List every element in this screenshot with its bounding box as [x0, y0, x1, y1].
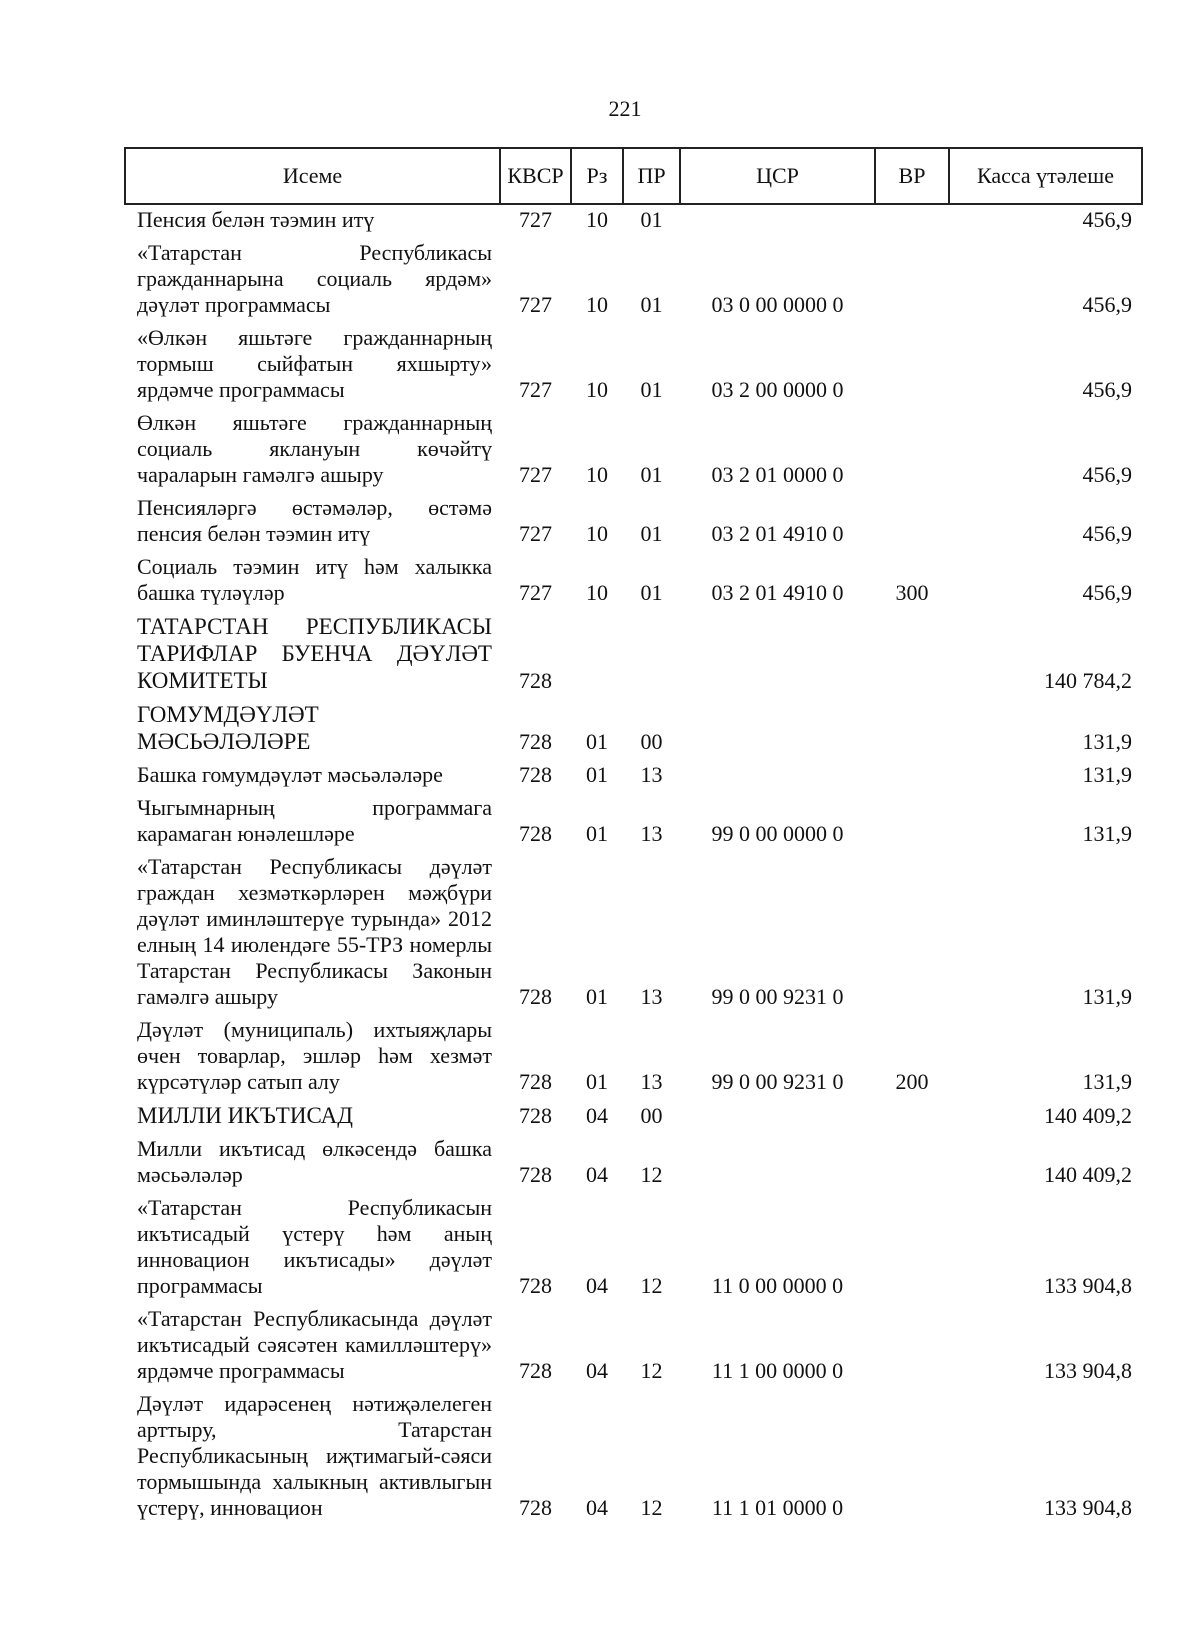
row-pr: 00: [640, 729, 663, 754]
row-csr: [680, 204, 875, 236]
row-name: «Татарстан Республикасында дәүләт икътисадый сәясәтен камилләштерү» ярдәмче программасы: [137, 1306, 492, 1383]
row-kvsr: 728: [519, 1103, 552, 1128]
row-csr: 03 2 00 0000 0: [711, 377, 844, 402]
row-kassa: 131,9: [1082, 1069, 1132, 1094]
row-name: «Татарстан Республикасы гражданнарына социаль ярдәм» дәүләт программасы: [137, 240, 492, 317]
row-pr: 01: [640, 521, 663, 546]
row-csr: 03 2 01 0000 0: [711, 462, 844, 487]
row-name: «Татарстан Республикасы дәүләт граждан хезмәткәрләрен мәҗбүри дәүләт иминләштерүе турында» 2012 елның 14 июлендәге 55-ТРЗ номерлы Татарстан Республикасы Законын гамәлгә ашыру: [137, 854, 492, 1009]
row-pr: 13: [640, 1069, 663, 1094]
table-row: [125, 850, 1142, 1013]
row-vr: [875, 758, 949, 791]
row-kvsr: 727: [519, 292, 552, 317]
row-kvsr: 728: [519, 1273, 552, 1298]
table-row: [125, 204, 1142, 236]
row-csr: 99 0 00 9231 0: [711, 984, 844, 1009]
row-kassa: 131,9: [1082, 762, 1132, 787]
table-row: [125, 491, 1142, 550]
row-rz: 01: [586, 762, 608, 787]
column-header-name: Исеме: [125, 148, 500, 204]
table-row: [125, 1191, 1142, 1302]
row-rz: 10: [586, 521, 608, 546]
row-csr: 03 2 01 4910 0: [711, 521, 844, 546]
row-rz: 01: [586, 1069, 608, 1094]
row-csr: 03 2 01 4910 0: [711, 580, 844, 605]
column-header-pr: ПР: [623, 148, 680, 204]
row-kvsr: 728: [519, 668, 552, 693]
row-name: Өлкән яшьтәге гражданнарның социаль яклануын көчәйтү чараларын гамәлгә ашыру: [137, 410, 492, 487]
row-rz: 10: [586, 580, 608, 605]
row-pr: 01: [640, 580, 663, 605]
table-row: [125, 236, 1142, 321]
row-kassa: 131,9: [1082, 984, 1132, 1009]
row-kvsr: 727: [519, 580, 552, 605]
row-vr: [875, 850, 949, 1013]
row-vr: [875, 406, 949, 491]
row-vr: [875, 204, 949, 236]
row-rz: 01: [586, 821, 608, 846]
row-csr: 99 0 00 9231 0: [711, 1069, 844, 1094]
row-kassa: 131,9: [1082, 821, 1132, 846]
table-row: [125, 1132, 1142, 1191]
row-csr: 03 0 00 0000 0: [711, 292, 844, 317]
row-vr: [875, 1387, 949, 1524]
row-pr: 12: [640, 1358, 663, 1383]
row-pr: 13: [640, 762, 663, 787]
row-kvsr: 727: [519, 207, 552, 232]
row-name: «Өлкән яшьтәге гражданнарның тормыш сыйфатын яхшырту» ярдәмче программасы: [137, 325, 492, 402]
row-vr: [875, 1302, 949, 1387]
row-vr: 200: [895, 1069, 929, 1094]
row-vr: [875, 1191, 949, 1302]
row-csr: 99 0 00 0000 0: [711, 821, 844, 846]
row-kassa: 133 904,8: [1044, 1273, 1132, 1298]
row-csr: [680, 697, 875, 758]
row-kvsr: 728: [519, 821, 552, 846]
row-kvsr: 728: [519, 1069, 552, 1094]
column-header-kassa: Касса үтәлеше: [949, 148, 1142, 204]
row-rz: 10: [586, 292, 608, 317]
row-rz: [571, 609, 623, 697]
row-name: Чыгымнарның программага карамаган юнәлешләре: [137, 795, 492, 846]
row-kvsr: 728: [519, 1495, 552, 1520]
row-pr: 01: [640, 207, 663, 232]
row-pr: [623, 609, 680, 697]
row-name: ТАТАРСТАН РЕСПУБЛИКАСЫ ТАРИФЛАР БУЕНЧА ДӘҮЛӘТ КОМИТЕТЫ: [137, 614, 492, 693]
row-kassa: 140 784,2: [1044, 668, 1132, 693]
row-kvsr: 727: [519, 521, 552, 546]
row-kvsr: 727: [519, 377, 552, 402]
table-row: [125, 1387, 1142, 1524]
row-name: Дәүләт идарәсенең нәтиҗәлелеген арттыру, Татарстан Республикасының иҗтимагый-сәяси тормышында халыкның активлыгын үстерү, инновацион: [137, 1391, 492, 1520]
table-row: [125, 1302, 1142, 1387]
row-kvsr: 728: [519, 1162, 552, 1187]
row-rz: 04: [586, 1273, 608, 1298]
row-vr: [875, 236, 949, 321]
row-pr: 13: [640, 821, 663, 846]
row-pr: 01: [640, 377, 663, 402]
row-pr: 01: [640, 462, 663, 487]
row-csr: [680, 1098, 875, 1132]
table-row: [125, 697, 1142, 758]
budget-execution-table: [124, 147, 1143, 1524]
row-vr: [875, 491, 949, 550]
row-kassa: 140 409,2: [1044, 1162, 1132, 1187]
row-kassa: 133 904,8: [1044, 1495, 1132, 1520]
row-name: Дәүләт (муниципаль) ихтыяҗлары өчен товарлар, эшләр һәм хезмәт күрсәтүләр сатып алу: [137, 1017, 492, 1094]
table-row: [125, 609, 1142, 697]
row-rz: 04: [586, 1358, 608, 1383]
row-vr: 300: [895, 580, 929, 605]
row-kvsr: 728: [519, 762, 552, 787]
row-rz: 10: [586, 207, 608, 232]
row-pr: 00: [640, 1103, 663, 1128]
table-row: [125, 550, 1142, 609]
row-name: «Татарстан Республикасын икътисадый үстерү һәм аның инновацион икътисады» дәүләт программасы: [137, 1195, 492, 1298]
row-vr: [875, 791, 949, 850]
row-name: Башка гомумдәүләт мәсьәләләре: [137, 762, 443, 787]
row-kassa: 456,9: [1082, 462, 1132, 487]
table-row: [125, 1098, 1142, 1132]
row-kassa: 456,9: [1082, 377, 1132, 402]
row-kassa: 456,9: [1082, 292, 1132, 317]
row-name: Пенсияләргә өстәмәләр, өстәмә пенсия белән тәэмин итү: [137, 495, 492, 546]
column-header-csr: ЦСР: [680, 148, 875, 204]
row-csr: 11 1 01 0000 0: [711, 1495, 844, 1520]
row-vr: [875, 609, 949, 697]
row-csr: [680, 609, 875, 697]
column-header-rz: Рз: [571, 148, 623, 204]
table-row: [125, 791, 1142, 850]
row-name: Социаль тәэмин итү һәм халыкка башка түләүләр: [137, 554, 492, 605]
column-header-vr: ВР: [875, 148, 949, 204]
row-vr: [875, 1132, 949, 1191]
row-name: Милли икътисад өлкәсендә башка мәсьәләләр: [137, 1136, 492, 1187]
row-kvsr: 728: [519, 1358, 552, 1383]
row-csr: [680, 1132, 875, 1191]
row-vr: [875, 697, 949, 758]
row-pr: 12: [640, 1162, 663, 1187]
row-kassa: 456,9: [1082, 521, 1132, 546]
row-vr: [875, 321, 949, 406]
row-name: МИЛЛИ ИКЪТИСАД: [137, 1103, 353, 1128]
row-kassa: 133 904,8: [1044, 1358, 1132, 1383]
row-rz: 01: [586, 984, 608, 1009]
row-kvsr: 727: [519, 462, 552, 487]
row-name: Пенсия белән тәэмин итү: [137, 207, 375, 232]
row-kassa: 456,9: [1082, 207, 1132, 232]
row-rz: 10: [586, 377, 608, 402]
row-pr: 12: [640, 1495, 663, 1520]
table-row: [125, 758, 1142, 791]
row-kassa: 140 409,2: [1044, 1103, 1132, 1128]
row-csr: [680, 758, 875, 791]
column-header-kvsr: КВСР: [500, 148, 571, 204]
row-vr: [875, 1098, 949, 1132]
row-kvsr: 728: [519, 729, 552, 754]
row-kassa: 131,9: [1082, 729, 1132, 754]
row-name: ГОМУМДӘҮЛӘТ МӘСЬӘЛӘЛӘРЕ: [137, 702, 319, 754]
row-kvsr: 728: [519, 984, 552, 1009]
row-rz: 04: [586, 1162, 608, 1187]
row-rz: 04: [586, 1103, 608, 1128]
row-kassa: 456,9: [1082, 580, 1132, 605]
row-pr: 01: [640, 292, 663, 317]
row-rz: 04: [586, 1495, 608, 1520]
row-csr: 11 1 00 0000 0: [711, 1358, 844, 1383]
row-pr: 12: [640, 1273, 663, 1298]
row-csr: 11 0 00 0000 0: [711, 1273, 844, 1298]
table-row: [125, 321, 1142, 406]
table-row: [125, 1013, 1142, 1098]
table-row: [125, 406, 1142, 491]
page-number: 221: [608, 96, 642, 121]
row-rz: 10: [586, 462, 608, 487]
table-header-row: [125, 148, 1142, 204]
row-pr: 13: [640, 984, 663, 1009]
row-rz: 01: [586, 729, 608, 754]
